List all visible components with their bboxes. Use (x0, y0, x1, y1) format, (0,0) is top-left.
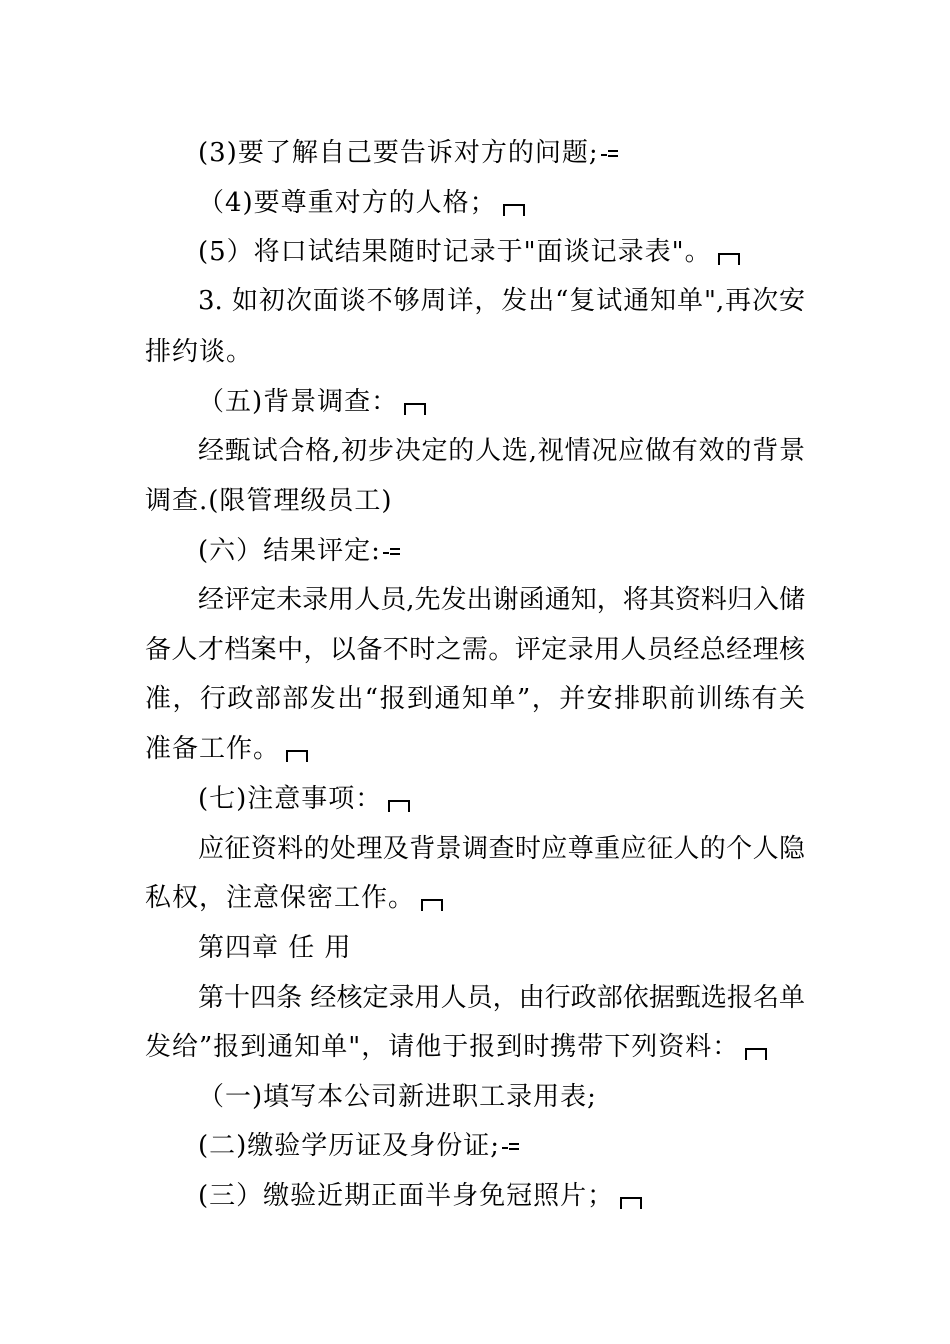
text-line: （4)要尊重对方的人格； (198, 186, 525, 220)
paragraph-mark-icon (404, 403, 426, 415)
text-line: (3)要了解自己要告诉对方的问题; (198, 136, 619, 170)
text-line: 私权，注意保密工作。 (145, 881, 443, 915)
chapter-heading: 第四章 任 用 (198, 933, 352, 963)
text-line: 备人才档案中，以备不时之需。评定录用人员经总经理核 (145, 635, 805, 665)
line-break-mark-icon (601, 149, 619, 161)
line-break-mark-icon (502, 1142, 520, 1154)
text-line: 应征资料的处理及背景调查时应尊重应征人的个人隐 (198, 834, 805, 864)
line-break-mark-icon (383, 547, 401, 559)
list-item: (二)缴验学历证及身份证; (198, 1129, 520, 1163)
paragraph-mark-icon (718, 253, 740, 265)
list-item: （一)填写本公司新进职工录用表; (198, 1082, 597, 1112)
text-line: (5）将口试结果随时记录于"面谈记录表"。 (198, 235, 740, 269)
paragraph-mark-icon (286, 750, 308, 762)
paragraph-mark-icon (745, 1048, 767, 1060)
text-line: 调查.(限管理级员工) (145, 486, 393, 516)
text-line: 排约谈。 (145, 337, 254, 367)
text-line: 经甄试合格,初步决定的人选,视情况应做有效的背景 (198, 436, 805, 466)
section-heading: (六）结果评定: (198, 534, 401, 568)
text-line: 3. 如初次面谈不够周详，发出“复试通知单",再次安 (198, 286, 805, 316)
text-line: 第十四条 经核定录用人员，由行政部依据甄选报名单 (198, 983, 805, 1013)
text-line: 准，行政部部发出“报到通知单”，并安排职前训练有关 (145, 684, 805, 714)
list-item: (三）缴验近期正面半身免冠照片； (198, 1179, 642, 1213)
paragraph-mark-icon (620, 1197, 642, 1209)
paragraph-mark-icon (388, 800, 410, 812)
section-heading: (七)注意事项： (198, 782, 410, 816)
text-line: 准备工作。 (145, 732, 308, 766)
section-heading: （五)背景调查： (198, 385, 426, 419)
paragraph-mark-icon (503, 204, 525, 216)
paragraph-mark-icon (421, 899, 443, 911)
text-line: 发给”报到通知单"，请他于报到时携带下列资料： (145, 1030, 767, 1064)
text-line: 经评定未录用人员,先发出谢函通知，将其资料归入储 (198, 585, 805, 615)
